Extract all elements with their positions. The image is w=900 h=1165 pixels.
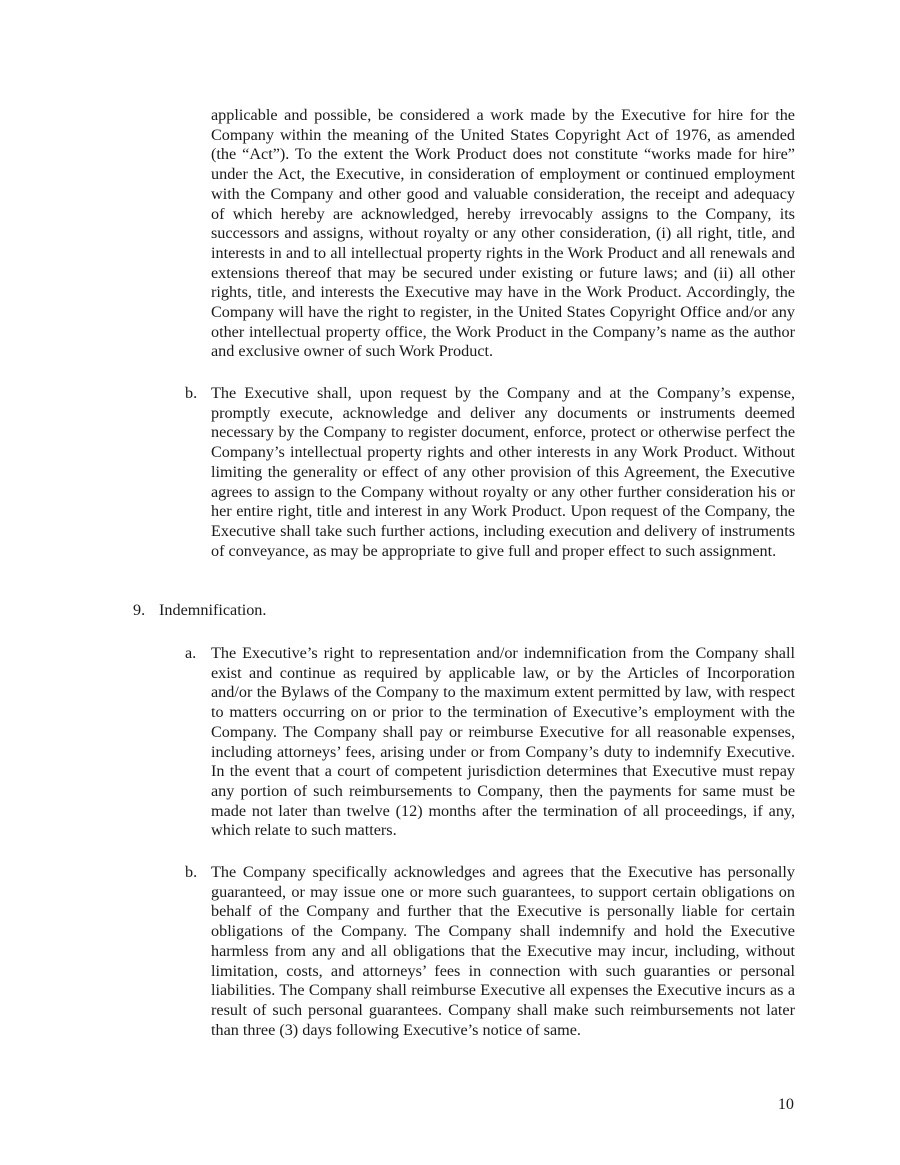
section-title: Indemnification. xyxy=(159,601,267,619)
section-heading-indemnification xyxy=(133,601,266,621)
section-number: 9. xyxy=(133,601,146,619)
list-marker-9b: b. xyxy=(185,863,198,881)
paragraph-9a: The Executive’s right to representation and/or indemnification from the Company shall exist and continue as required by applicable law, or by the Articles of Incorporation and/or the Bylaws of the Company to the maximum extent permitted by law, with respect to matters occurring on or prior to the termination of Executive’s employment with the Company. The Company shall pay or reimburse Executive for all reasonable expenses, including attorneys’ fees, arising under or from Company’s duty to indemnify Executive. In the event that a court of competent jurisdiction determines that Executive must repay any portion of such reimbursements to Company, then the payments for same must be made not later than twelve (12) months after the termination of all proceedings, if any, which relate to such matters. xyxy=(211,644,795,840)
paragraph-9b: The Company specifically acknowledges and agrees that the Executive has personally guaranteed, or may issue one or more such guarantees, to support certain obligations on behalf of the Company and further that the Executive is personally liable for certain obligations of the Company. The Company shall indemnify and hold the Executive harmless from any and all obligations that the Executive may incur, including, without limitation, costs, and attorneys’ fees in connection with such guaranties or personal liabilities. The Company shall reimburse Executive all expenses the Executive incurs as a result of such personal guarantees. Company shall make such reimbursements not later than three (3) days following Executive’s notice of same. xyxy=(211,863,795,1039)
paragraph-8b: The Executive shall, upon request by the Company and at the Company’s expense, promptly execute, acknowledge and deliver any documents or instruments deemed necessary by the Company to register document, enforce, protect or otherwise perfect the Company’s intellectual property rights and other interests in any Work Product. Without limiting the generality or effect of any other provision of this Agreement, the Executive agrees to assign to the Company without royalty or any other further consideration his or her entire right, title and interest in any Work Product. Upon request of the Company, the Executive shall take such further actions, including execution and delivery of instruments of conveyance, as may be appropriate to give full and proper effect to such assignment. xyxy=(211,384,795,560)
page-number: 10 xyxy=(777,1095,794,1113)
list-marker-8b: b. xyxy=(185,384,198,402)
list-marker-9a: a. xyxy=(185,644,197,662)
continued-paragraph: applicable and possible, be considered a work made by the Executive for hire for the Company within the meaning of the United States Copyright Act of 1976, as amended (the “Act”). To the extent the Work Product does not constitute “works made for hire” under the Act, the Executive, in consideration of employment or continued employment with the Company and other good and valuable consideration, the receipt and adequacy of which hereby are acknowledged, hereby irrevocably assigns to the Company, its successors and assigns, without royalty or any other consideration, (i) all right, title, and interests in and to all intellectual property rights in the Work Product and all renewals and extensions thereof that may be secured under existing or future laws; and (ii) all other rights, title, and interests the Executive may have in the Work Product. Accordingly, the Company will have the right to register, in the United States Copyright Office and/or any other intellectual property office, the Work Product in the Company’s name as the author and exclusive owner of such Work Product. xyxy=(211,106,795,361)
